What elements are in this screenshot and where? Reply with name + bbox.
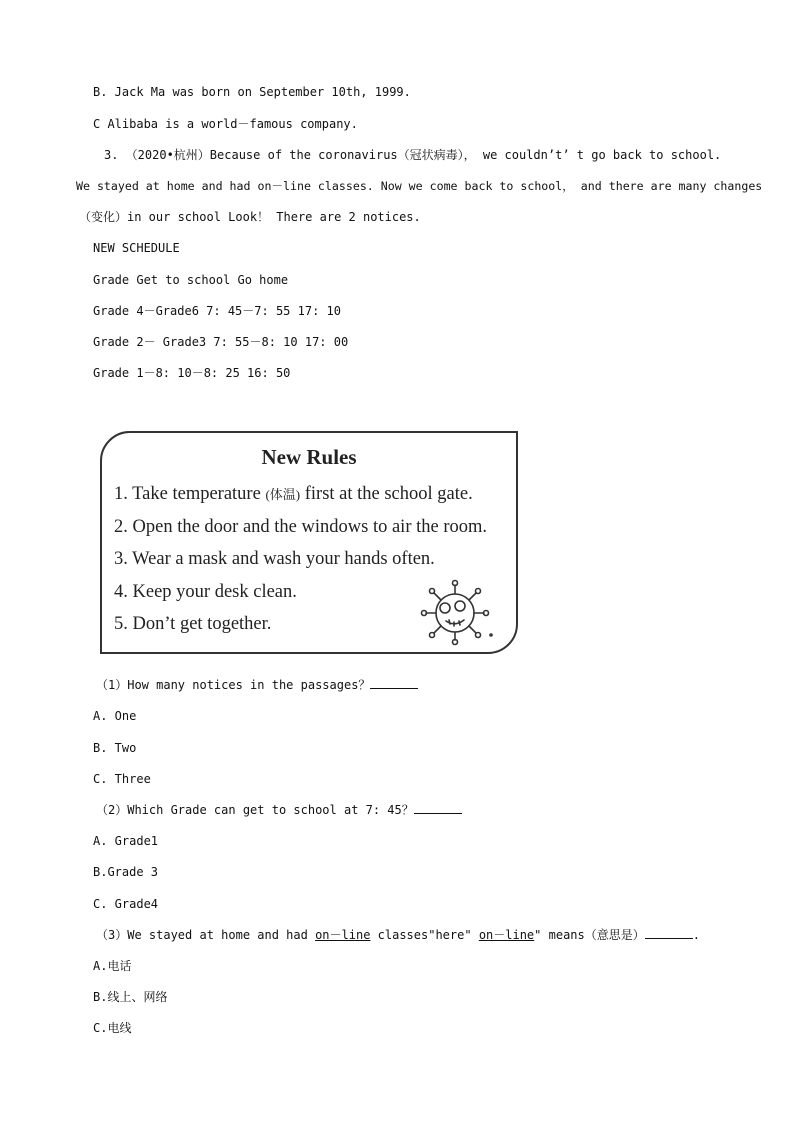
q1-option-c: C. Three [93, 772, 151, 786]
passage-3-line-3: （变化）in our school Look！ There are 2 notices. [79, 210, 421, 224]
question-2: （2）Which Grade can get to school at 7: 45？ [96, 802, 462, 818]
q2-option-b: B.Grade 3 [93, 865, 159, 879]
option-b-jack-ma: B. Jack Ma was born on September 10th, 1999. [93, 85, 411, 99]
new-rules-title: New Rules [261, 445, 357, 469]
q3-option-a: A.电话 [93, 959, 132, 973]
answer-blank-1[interactable] [370, 677, 418, 689]
q1-option-b: B. Two [93, 741, 137, 755]
q1-option-a: A. One [93, 709, 137, 723]
q3-option-b: B.线上、网络 [93, 990, 168, 1004]
rule-4: 4. Keep your desk clean. [114, 582, 297, 602]
new-rules-notice [100, 431, 518, 654]
answer-blank-3[interactable] [645, 927, 693, 939]
schedule-row-grade-1: Grade 1－8: 10－8: 25 16: 50 [93, 366, 291, 380]
option-c-alibaba: C Alibaba is a world－famous company. [93, 117, 358, 131]
q2-option-c: C. Grade4 [93, 897, 159, 911]
schedule-title: NEW SCHEDULE [93, 241, 180, 255]
q2-option-a: A. Grade1 [93, 834, 159, 848]
passage-3-line-1: 3. （2020•杭州）Because of the coronavirus（冠状病毒）， we couldn’t’ t go back to school. [104, 148, 722, 162]
schedule-header: Grade Get to school Go home [93, 273, 289, 287]
rule-5: 5. Don’t get together. [114, 614, 272, 634]
schedule-row-grade-2-3: Grade 2－ Grade3 7: 55－8: 10 17: 00 [93, 335, 349, 349]
question-3: （3）We stayed at home and had on－line classes"here" on－line" means（意思是） . [96, 928, 700, 942]
q3-option-c: C.电线 [93, 1021, 132, 1035]
rule-1: 1. Take temperature (体温) first at the school gate. [114, 484, 473, 504]
answer-blank-2[interactable] [414, 802, 462, 814]
question-1: （1）How many notices in the passages？ [96, 677, 418, 693]
virus-doodle-icon [414, 575, 496, 647]
schedule-row-grade-4-6: Grade 4－Grade6 7: 45－7: 55 17: 10 [93, 304, 341, 318]
rule-3: 3. Wear a mask and wash your hands often. [114, 549, 435, 569]
passage-3-line-2: We stayed at home and had on－line classes. Now we come back to school， and there are many changes [76, 179, 763, 193]
rule-2: 2. Open the door and the windows to air the room. [114, 517, 488, 537]
